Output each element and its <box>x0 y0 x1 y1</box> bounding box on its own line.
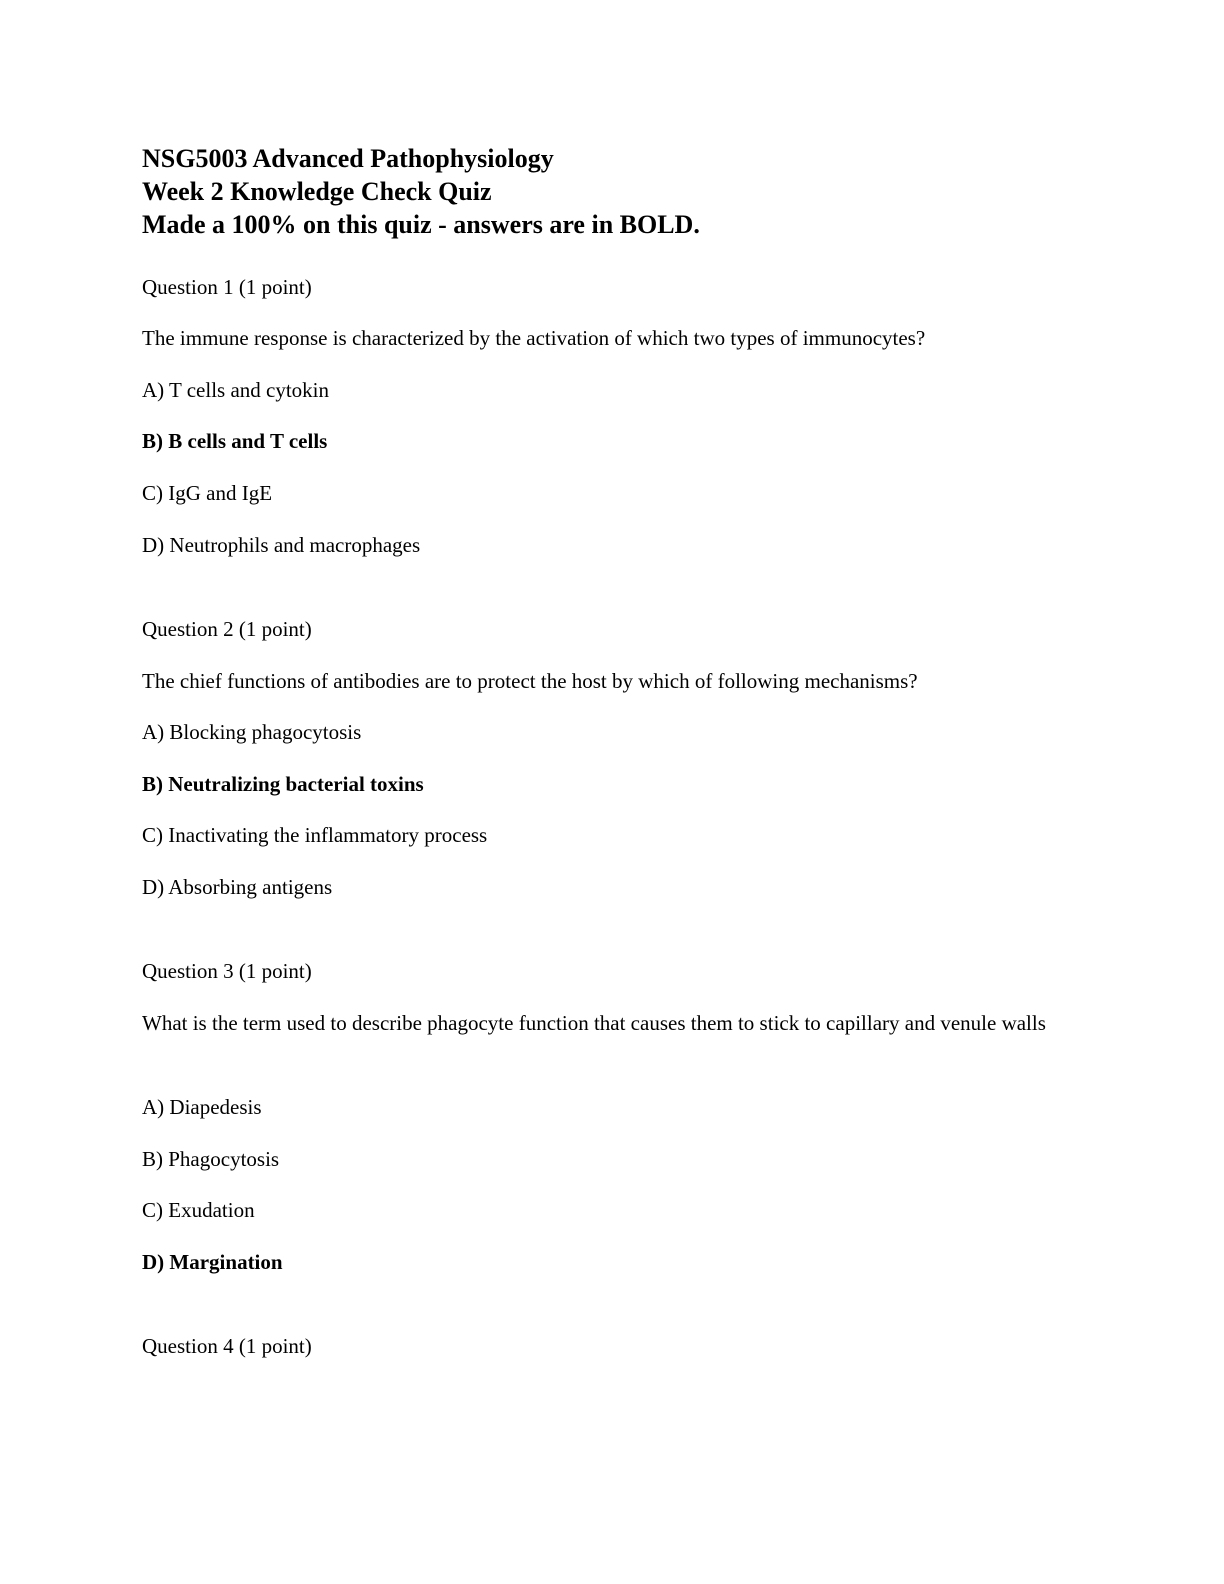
question-2-option-b-answer: B) Neutralizing bacterial toxins <box>142 772 424 796</box>
question-1-option-d: D) Neutrophils and macrophages <box>142 533 421 557</box>
question-2-prompt: The chief functions of antibodies are to protect the host by which of following mechanisms? <box>142 669 918 693</box>
course-title: NSG5003 Advanced Pathophysiology <box>142 144 554 173</box>
question-2-option-c: C) Inactivating the inflammatory process <box>142 823 488 847</box>
question-3-option-a: A) Diapedesis <box>142 1095 262 1119</box>
quiz-title: Week 2 Knowledge Check Quiz <box>142 177 492 206</box>
question-3-label: Question 3 (1 point) <box>142 959 312 983</box>
question-2-option-a: A) Blocking phagocytosis <box>142 720 362 744</box>
question-3-option-d-answer: D) Margination <box>142 1250 283 1274</box>
question-3-option-c: C) Exudation <box>142 1198 255 1222</box>
question-4-label: Question 4 (1 point) <box>142 1334 312 1358</box>
score-note: Made a 100% on this quiz - answers are in BOLD. <box>142 210 700 239</box>
question-3-prompt: What is the term used to describe phagocyte function that causes them to stick to capillary and venule walls <box>142 1011 1046 1035</box>
question-1-label: Question 1 (1 point) <box>142 275 312 299</box>
question-3-option-b: B) Phagocytosis <box>142 1147 280 1171</box>
question-1-prompt: The immune response is characterized by the activation of which two types of immunocytes? <box>142 326 926 350</box>
question-1-option-a: A) T cells and cytokin <box>142 378 330 402</box>
question-2-label: Question 2 (1 point) <box>142 617 312 641</box>
question-2-option-d: D) Absorbing antigens <box>142 875 333 899</box>
question-1-option-b-answer: B) B cells and T cells <box>142 429 328 453</box>
question-1-option-c: C) IgG and IgE <box>142 481 273 505</box>
